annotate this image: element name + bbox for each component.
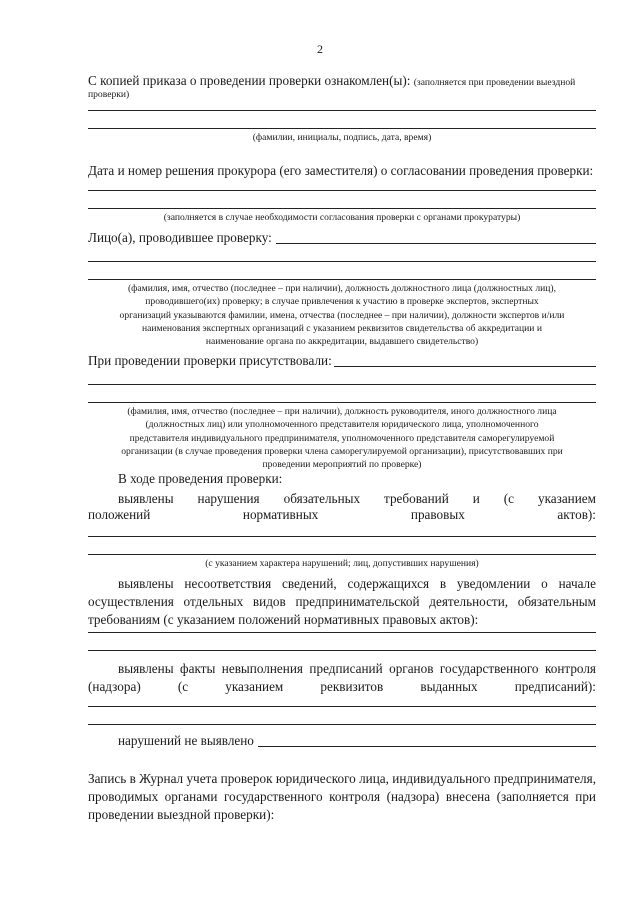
no-violations-line[interactable] bbox=[258, 746, 596, 747]
inspector-caption-line: (фамилия, имя, отчество (последнее – при наличии), должность должностного лица (должностных лиц), bbox=[127, 283, 557, 294]
inspector-caption-line: проводившего(их) проверку; в случае привлечения к участию в проверке экспертов, экспертных bbox=[145, 296, 539, 308]
no-violations-label: нарушений не выявлено bbox=[118, 733, 254, 748]
violations-line-2[interactable] bbox=[88, 554, 596, 555]
acquaint-signature-line-2[interactable] bbox=[88, 128, 596, 129]
attendees-caption-line: представителя индивидуального предпринимателя, уполномоченного представителя саморегулируемой bbox=[129, 432, 555, 444]
violations-word: положений bbox=[88, 507, 151, 522]
violations-word: правовых bbox=[410, 507, 465, 522]
attendees-caption bbox=[88, 405, 596, 471]
violations-caption: (с указанием характера нарушений; лиц, допустивших нарушения) bbox=[205, 558, 479, 569]
prosecutor-decision-line-2[interactable] bbox=[88, 208, 596, 209]
violations-word: (с bbox=[503, 491, 515, 506]
violations-word: актов): bbox=[557, 507, 596, 522]
violations-word: указанием bbox=[537, 491, 596, 506]
inspector-line-1[interactable] bbox=[276, 243, 596, 244]
mismatch-line-1[interactable] bbox=[88, 632, 596, 633]
mismatch-text: выявлены несоответствия сведений, содержащихся в уведомлении о начале осуществления отдельных видов предпринимательской деятельности, обязательным требованиям (с указанием положений нормативных правовых актов): bbox=[88, 576, 596, 627]
acquaint-signature-line-1[interactable] bbox=[88, 110, 596, 111]
violations-row-2 bbox=[88, 506, 596, 524]
violations-word: обязательных bbox=[283, 491, 361, 506]
nonfulfill-word: указанием bbox=[225, 679, 284, 694]
prosecutor-decision-caption: (заполняется в случае необходимости согласования проверки с органами прокуратуры) bbox=[163, 212, 521, 223]
nonfulfill-line-2[interactable] bbox=[88, 724, 596, 725]
attendees-caption-line: (должностных лиц) или уполномоченного представителя юридического лица, уполномоченного bbox=[145, 419, 539, 431]
prosecutor-decision-line-1[interactable] bbox=[88, 190, 596, 191]
attendees-line-2[interactable] bbox=[88, 384, 596, 385]
acquaint-label bbox=[88, 72, 608, 90]
violations-word: нормативных bbox=[242, 507, 319, 522]
nonfulfill-line-1[interactable] bbox=[88, 706, 596, 707]
inspector-caption bbox=[88, 282, 596, 348]
journal-record-text: Запись в Журнал учета проверок юридического лица, индивидуального предпринимателя, проводимых органами государственного контроля (надзора) внесена (заполняется при проведении выездной проверки): bbox=[88, 771, 596, 822]
inspector-label: Лицо(а), проводившее проверку: bbox=[88, 230, 272, 245]
violations-line-1[interactable] bbox=[88, 536, 596, 537]
attendees-caption-line: (фамилия, имя, отчество (последнее – при наличии), должность руководителя, иного должностного лица bbox=[127, 406, 557, 417]
acquaint-note: (заполняется при проведении выездной bbox=[413, 77, 576, 88]
inspection-heading: В ходе проведения проверки: bbox=[118, 471, 283, 486]
violations-word: и bbox=[472, 491, 480, 506]
acquaint-lead: С копией приказа о проведении проверки ознакомлен(ы): bbox=[88, 73, 411, 88]
attendees-caption-line: проведении мероприятий по проверке) bbox=[262, 459, 422, 471]
acquaint-caption: (фамилии, инициалы, подпись, дата, время) bbox=[252, 132, 432, 143]
prosecutor-decision-label: Дата и номер решения прокурора (его заместителя) о согласовании проведения проверки: bbox=[88, 163, 594, 178]
nonfulfill-word: (с bbox=[177, 679, 189, 694]
page-number: 2 bbox=[317, 42, 323, 56]
mismatch-line-2[interactable] bbox=[88, 650, 596, 651]
nonfulfill-word: выданных bbox=[420, 679, 478, 694]
inspector-line-2[interactable] bbox=[88, 261, 596, 262]
attendees-line-1[interactable] bbox=[334, 366, 596, 367]
inspector-line-3[interactable] bbox=[88, 279, 596, 280]
inspector-caption-line: наименования экспертных организаций с указанием реквизитов свидетельства об аккредитации и bbox=[142, 322, 542, 334]
nonfulfill-word: реквизитов bbox=[320, 679, 384, 694]
violations-word: нарушения bbox=[197, 491, 260, 506]
violations-word: требований bbox=[384, 491, 449, 506]
inspector-caption-line: наименование органа по аккредитации, выдавшего свидетельство) bbox=[205, 336, 479, 348]
acquaint-note-cont: проверки) bbox=[88, 89, 130, 100]
nonfulfill-row-1: выявлены факты невыполнения предписаний органов государственного контроля bbox=[118, 661, 596, 676]
inspector-caption-line: организаций указываются фамилии, имена, отчества (последнее – при наличии), должности экспертов и/или bbox=[119, 309, 565, 321]
nonfulfill-row-2 bbox=[88, 678, 596, 696]
nonfulfill-word: (надзора) bbox=[88, 679, 141, 694]
nonfulfill-word: предписаний): bbox=[514, 679, 596, 694]
attendees-label: При проведении проверки присутствовали: bbox=[88, 353, 332, 368]
attendees-caption-line: организации (в случае проведения проверки члена саморегулируемой организации), присутствовавших при bbox=[121, 445, 563, 457]
attendees-line-3[interactable] bbox=[88, 402, 596, 403]
violations-word: выявлены bbox=[118, 491, 174, 506]
